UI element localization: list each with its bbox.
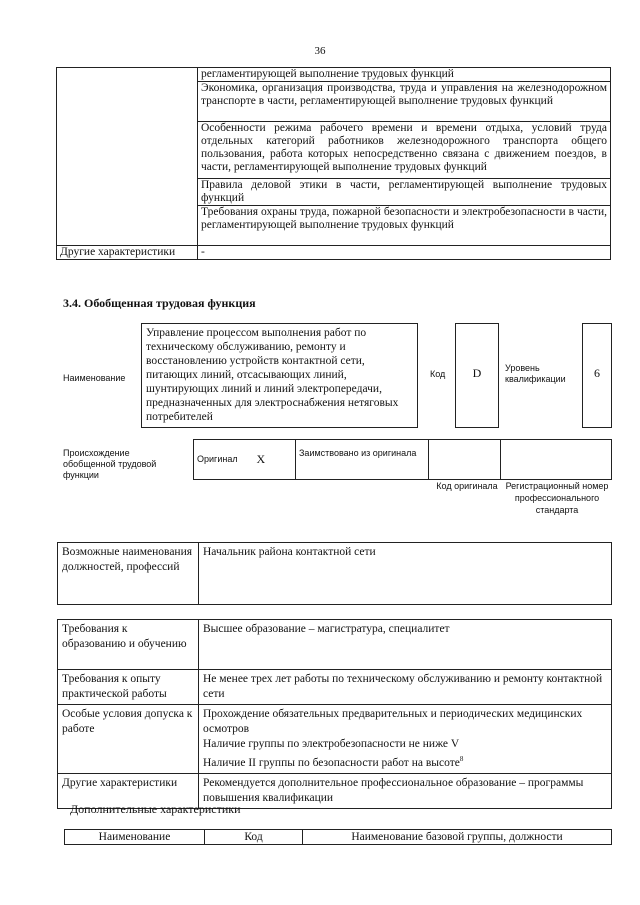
- original-label: Оригинал: [194, 440, 254, 480]
- code-label: Код: [430, 369, 446, 379]
- code-original-caption: Код оригинала: [436, 481, 498, 491]
- additional-title: Дополнительные характеристики: [70, 802, 241, 816]
- table-cell: Требования охраны труда, пожарной безопасности и электробезопасности в части, регламентирующей выполнение трудовых функций: [198, 206, 611, 246]
- name-label: Наименование: [63, 373, 126, 383]
- col-header: Код: [205, 830, 303, 845]
- level-value: 6: [582, 323, 612, 428]
- table-row: [58, 705, 612, 774]
- req-label: Требования к опыту практической работы: [58, 670, 199, 705]
- code-value: D: [455, 323, 499, 428]
- req-line: Наличие группы по электробезопасности не ниже V: [203, 738, 460, 750]
- positions-value: Начальник района контактной сети: [199, 543, 612, 605]
- req-value-list: [199, 705, 612, 774]
- req-value: Рекомендуется дополнительное профессиональное образование – программы повышения квалификации: [199, 773, 612, 808]
- other-label: Другие характеристики: [57, 246, 198, 260]
- table-cell: Особенности режима рабочего времени и времени отдыха, условий труда отдельных категорий работников железнодорожного транспорта общего пользования, работа которых непосредственно связана с движением поездов, в части, регламентирующей выполнение трудовых функций: [198, 122, 611, 179]
- empty-label-cell: [57, 68, 198, 246]
- table-cell: регламентирующей выполнение трудовых функций: [198, 68, 611, 82]
- req-line: Прохождение обязательных предварительных и периодических медицинских осмотров: [203, 708, 583, 735]
- col-header: Наименование: [65, 830, 205, 845]
- section-heading: 3.4. Обобщенная трудовая функция: [63, 296, 256, 310]
- requirements-table: [57, 619, 612, 809]
- origin-table: [193, 439, 612, 480]
- table-row: [58, 670, 612, 705]
- borrowed-label: Заимствовано из оригинала: [296, 440, 429, 480]
- origin-label: Происхождение обобщенной трудовой функции: [63, 448, 157, 480]
- req-value: Высшее образование – магистратура, специалитет: [199, 620, 612, 670]
- req-value: Не менее трех лет работы по техническому обслуживанию и ремонту контактной сети: [199, 670, 612, 705]
- positions-label: Возможные наименования должностей, профессий: [58, 543, 199, 605]
- gtf-name-value: Управление процессом выполнения работ по техническому обслуживанию, ремонту и восстановлению устройств контактной сети, питающих линий, отсасывающих линий, шунтирующих линий и линий электропередачи, предназначенных для электроснабжения нетяговых потребителей: [141, 323, 418, 428]
- table-cell: Правила деловой этики в части, регламентирующей выполнение трудовых функций: [198, 179, 611, 206]
- req-line: [203, 752, 607, 771]
- table-row: [58, 543, 612, 605]
- reg-number-cell: [501, 440, 612, 480]
- col-header: Наименование базовой группы, должности: [303, 830, 612, 845]
- positions-table: [57, 542, 612, 605]
- table-row: [58, 620, 612, 670]
- req-label: Особые условия допуска к работе: [58, 705, 199, 774]
- page-number: 36: [314, 45, 326, 57]
- knowledge-table: [56, 67, 611, 260]
- code-original-cell: [429, 440, 501, 480]
- table-row: [57, 68, 611, 82]
- additional-table: [64, 829, 612, 845]
- req-label: Требования к образованию и обучению: [58, 620, 199, 670]
- req-line-text: Наличие II группы по безопасности работ на высоте: [203, 756, 460, 769]
- table-row: [65, 830, 612, 845]
- table-row: [57, 246, 611, 260]
- other-value: -: [198, 246, 611, 260]
- reg-number-caption: Регистрационный номер профессионального стандарта: [505, 481, 609, 515]
- footnote-mark: 8: [459, 755, 464, 763]
- table-cell: Экономика, организация производства, труда и управления на железнодорожном транспорте в части, регламентирующей выполнение трудовых функций: [198, 82, 611, 122]
- level-label: Уровень квалификации: [505, 363, 566, 384]
- original-mark: X: [254, 440, 296, 480]
- table-row: [194, 440, 612, 480]
- req-label: Другие характеристики: [58, 773, 199, 808]
